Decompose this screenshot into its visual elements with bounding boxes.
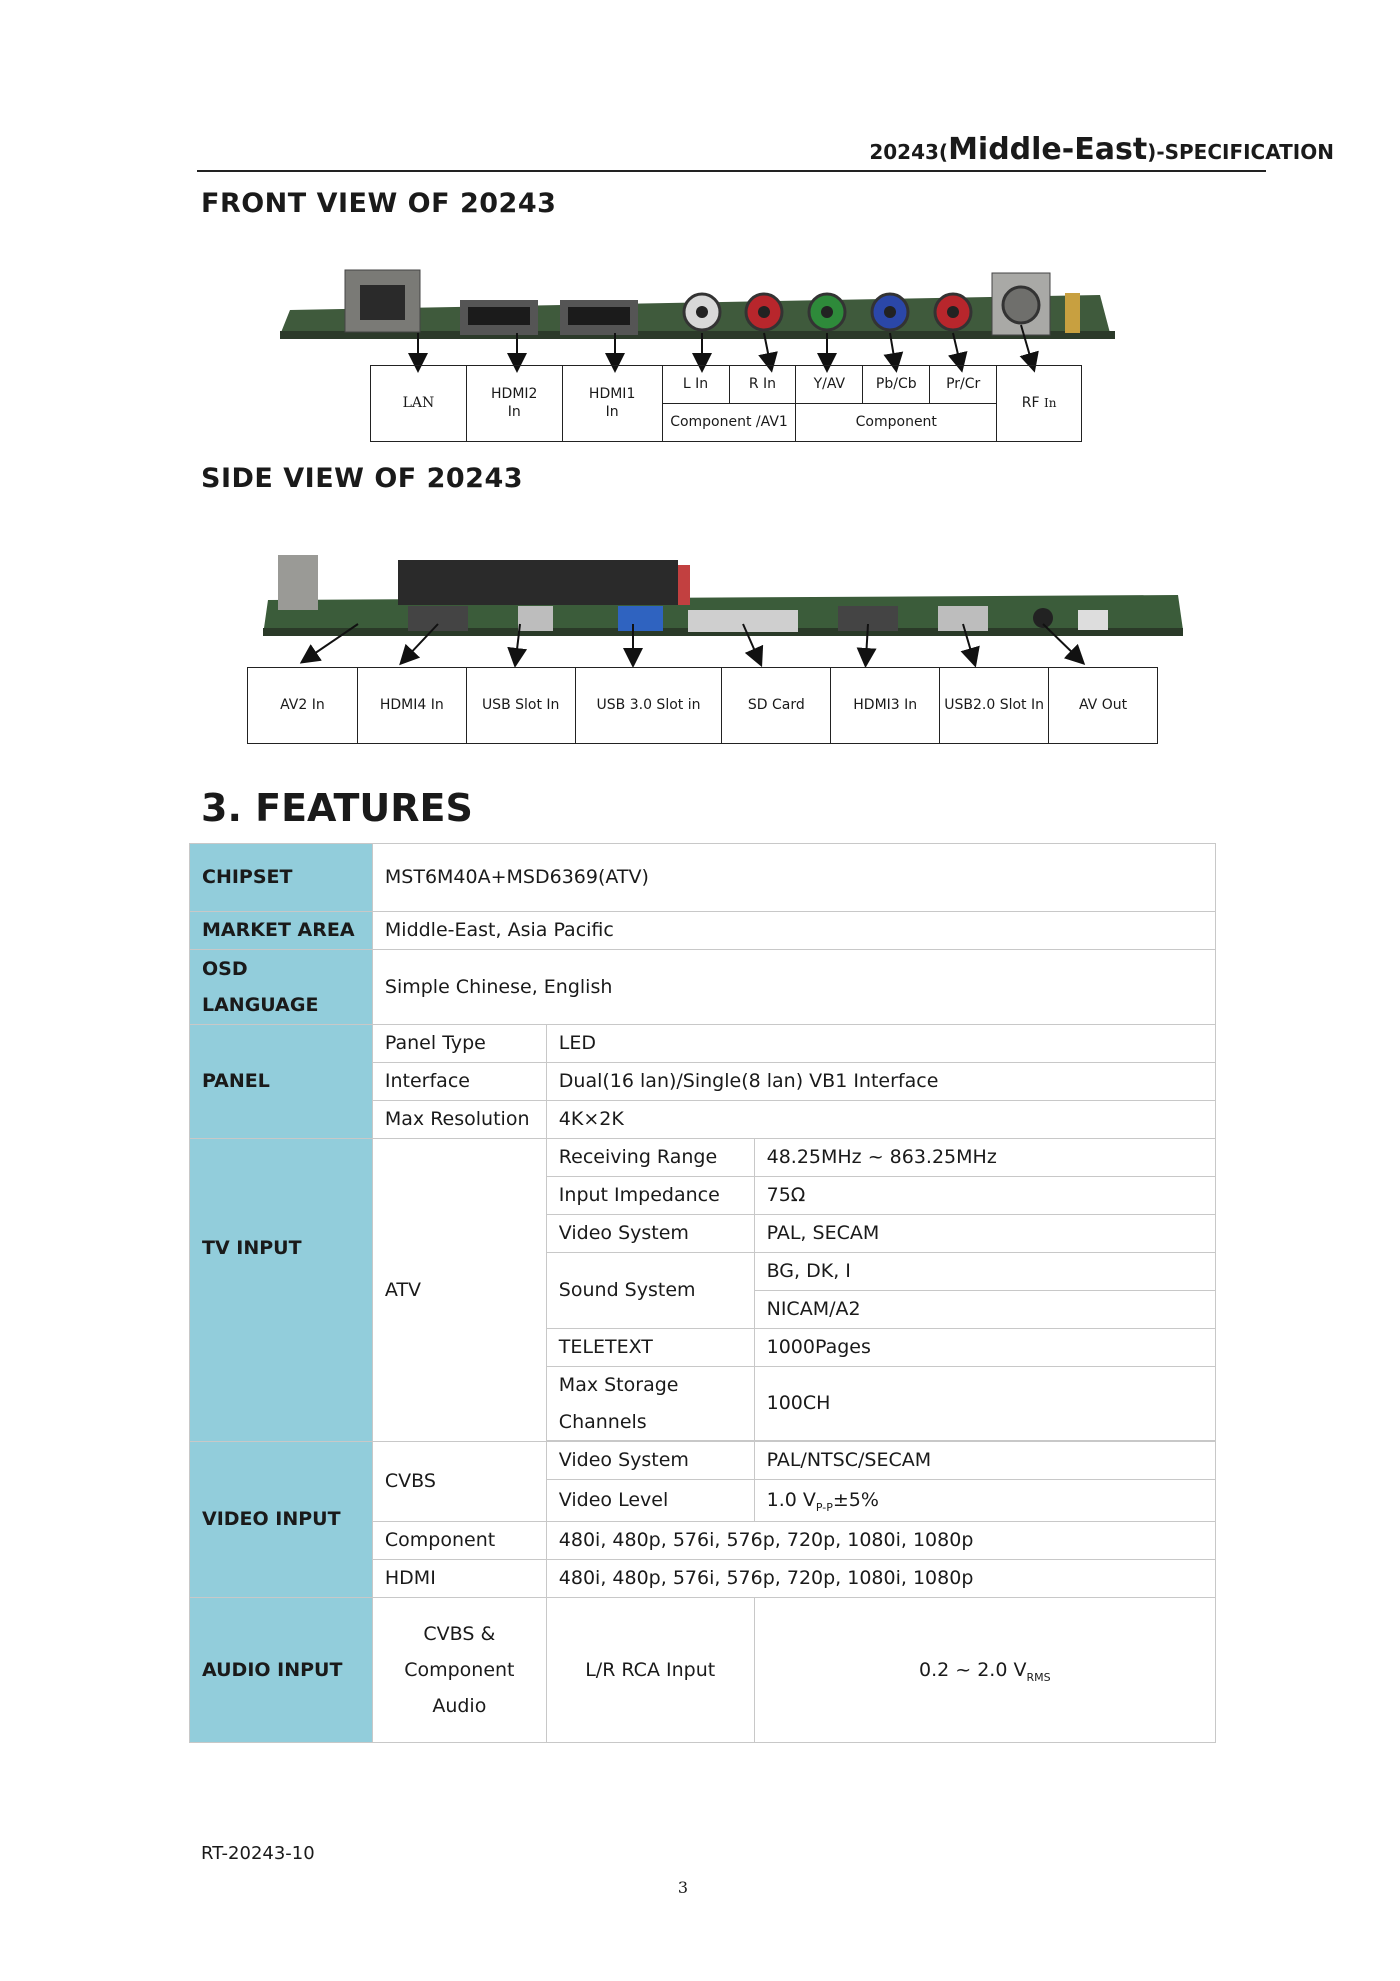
atv-label: ATV (372, 1139, 546, 1442)
panel-resolution-label: Max Resolution (372, 1101, 546, 1139)
front-board-image (270, 255, 1120, 373)
tv-input-label: TV INPUT (190, 1139, 373, 1442)
max-storage-label: Max Storage Channels (546, 1367, 754, 1441)
port-hdmi3-in: HDMI3 In (831, 668, 940, 744)
port-av-out: AV Out (1049, 668, 1158, 744)
group-component-av1: Component /AV1 (662, 404, 796, 442)
chipset-label: CHIPSET (190, 844, 373, 912)
side-board-image (248, 530, 1193, 670)
side-view-title: SIDE VIEW OF 20243 (201, 463, 524, 494)
port-hdmi1: HDMI1 In (562, 366, 662, 442)
group-component: Component (796, 404, 997, 442)
port-usb3-slot: USB 3.0 Slot in (575, 668, 722, 744)
panel-type-label: Panel Type (372, 1025, 546, 1063)
panel-label: PANEL (190, 1025, 373, 1139)
heatsink (398, 560, 678, 605)
panel-type-value: LED (546, 1025, 1215, 1063)
port-av2-in: AV2 In (248, 668, 358, 744)
hdmi-label: HDMI (372, 1560, 546, 1598)
port-usb-slot: USB Slot In (466, 668, 575, 744)
page-number: 3 (677, 1878, 689, 1897)
front-port-table (370, 365, 1082, 442)
receiving-range-label: Receiving Range (546, 1139, 754, 1177)
port-pr-cr: Pr/Cr (930, 366, 997, 404)
osd-label: OSD LANGUAGE (190, 950, 373, 1025)
panel-interface-value: Dual(16 lan)/Single(8 lan) VB1 Interface (546, 1063, 1215, 1101)
sound-system-value-1: BG, DK, I (754, 1253, 1215, 1291)
front-view-title: FRONT VIEW OF 20243 (201, 188, 557, 219)
input-impedance-value: 75Ω (754, 1177, 1215, 1215)
port-usb2-slot: USB2.0 Slot In (940, 668, 1049, 744)
side-port-table (247, 667, 1158, 744)
audio-type: L/R RCA Input (546, 1598, 754, 1743)
port-hdmi4-in: HDMI4 In (357, 668, 466, 744)
video-input-label: VIDEO INPUT (190, 1442, 373, 1598)
port-rf-in: RF In (997, 366, 1082, 442)
panel-resolution-value: 4K×2K (546, 1101, 1215, 1139)
header-title: 20243(Middle-East)-SPECIFICATION (869, 132, 1334, 167)
port-y-av: Y/AV (796, 366, 863, 404)
video-level-label: Video Level (546, 1480, 754, 1522)
market-label: MARKET AREA (190, 912, 373, 950)
panel-interface-label: Interface (372, 1063, 546, 1101)
input-impedance-label: Input Impedance (546, 1177, 754, 1215)
page-header (197, 132, 1334, 172)
video-level-value: 1.0 $V_{P-P}\pm 5\%$ (754, 1480, 1215, 1522)
video-system-label: Video System (546, 1442, 754, 1480)
tv-video-system-value: PAL, SECAM (754, 1215, 1215, 1253)
features-table (189, 843, 1216, 1743)
market-value: Middle-East, Asia Pacific (372, 912, 1215, 950)
port-lan: LAN (371, 366, 467, 442)
component-label: Component (372, 1522, 546, 1560)
receiving-range-value: 48.25MHz ~ 863.25MHz (754, 1139, 1215, 1177)
hdmi-value: 480i, 480p, 576i, 576p, 720p, 1080i, 1080p (546, 1560, 1215, 1598)
port-l-in: L In (662, 366, 729, 404)
component-value: 480i, 480p, 576i, 576p, 720p, 1080i, 1080p (546, 1522, 1215, 1560)
cvbs-label: CVBS (372, 1442, 546, 1522)
port-pb-cb: Pb/Cb (863, 366, 930, 404)
sound-system-value-2: NICAM/A2 (754, 1291, 1215, 1329)
features-heading: 3. FEATURES (201, 786, 473, 830)
port-r-in: R In (729, 366, 796, 404)
tv-video-system-label: Video System (546, 1215, 754, 1253)
max-storage-value: 100CH (754, 1367, 1215, 1441)
audio-input-label: AUDIO INPUT (190, 1598, 373, 1743)
port-sd-card: SD Card (722, 668, 831, 744)
sound-system-label: Sound System (546, 1253, 754, 1329)
audio-range: 0.2 ~ 2.0 $V_{RMS}$ (754, 1598, 1215, 1743)
chipset-value: MST6M40A+MSD6369(ATV) (372, 844, 1215, 912)
audio-source: CVBS & Component Audio (372, 1598, 546, 1743)
teletext-label: TELETEXT (546, 1329, 754, 1367)
osd-value: Simple Chinese, English (372, 950, 1215, 1025)
document-id: RT-20243-10 (201, 1843, 315, 1864)
teletext-value: 1000Pages (754, 1329, 1215, 1367)
port-hdmi2: HDMI2 In (466, 366, 562, 442)
video-system-value: PAL/NTSC/SECAM (754, 1442, 1215, 1480)
